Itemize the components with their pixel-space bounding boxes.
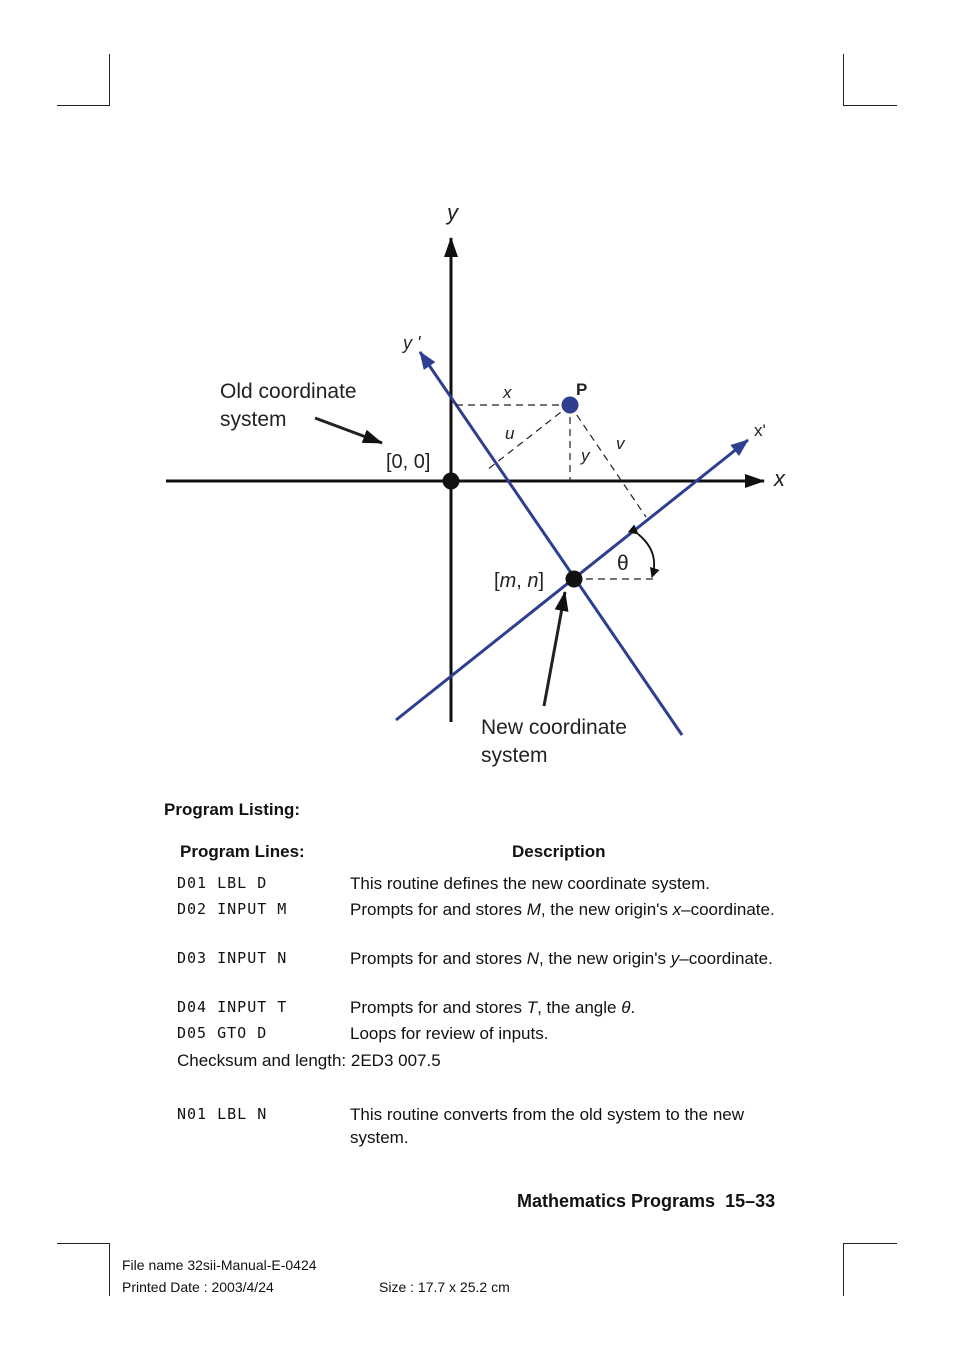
file-name-info: File name 32sii-Manual-E-0424 xyxy=(122,1257,317,1273)
program-line-code: D05 GTO D xyxy=(177,1024,268,1042)
running-footer: Mathematics Programs 15–33 xyxy=(517,1191,776,1211)
crop-mark-bottom-left-vertical xyxy=(109,1243,110,1296)
program-line-description: Loops for review of inputs. xyxy=(350,1024,549,1043)
old-origin-label: [0, 0] xyxy=(386,451,431,473)
segment-x-label: x xyxy=(503,383,512,402)
program-line-description: This routine defines the new coordinate system. xyxy=(350,874,711,893)
program-line-code: D01 LBL D xyxy=(177,874,268,892)
program-line-description: Prompts for and stores M, the new origin's x–coordinate. xyxy=(350,900,775,919)
new-system-caption-line1: New coordinate xyxy=(481,716,627,739)
theta-angle-arc xyxy=(638,534,654,577)
crop-mark-bottom-left-horizontal xyxy=(57,1243,109,1244)
program-line-code: N01 LBL N xyxy=(177,1105,268,1123)
segment-v-label: v xyxy=(616,434,625,453)
column-header-description: Description xyxy=(512,842,606,861)
crop-mark-bottom-right-vertical xyxy=(843,1243,844,1296)
y-prime-axis-label: y ' xyxy=(403,333,421,353)
segment-y-label: y xyxy=(581,446,590,465)
new-system-caption-line2: system xyxy=(481,744,548,767)
program-line-description: Prompts for and stores N, the new origin's y–coordinate. xyxy=(350,949,773,968)
point-p xyxy=(562,397,579,414)
x-axis-label: x xyxy=(774,466,785,491)
new-origin-point xyxy=(566,571,583,588)
y-axis-label: y xyxy=(447,200,458,225)
column-header-program-lines: Program Lines: xyxy=(180,842,305,861)
program-line-code: D02 INPUT M xyxy=(177,900,288,918)
program-listing-title: Program Listing: xyxy=(164,800,301,819)
old-system-caption-line2: system xyxy=(220,408,287,431)
segment-u-label: u xyxy=(505,424,515,443)
dashed-u-segment xyxy=(487,405,570,470)
point-p-label: P xyxy=(576,380,588,399)
size-info: Size : 17.7 x 25.2 cm xyxy=(379,1279,510,1295)
old-origin-point xyxy=(443,473,460,490)
program-line-code: D04 INPUT T xyxy=(177,998,288,1016)
theta-label: θ xyxy=(617,552,629,575)
new-origin-label: [m, n] xyxy=(494,570,545,592)
program-line-description: Prompts for and stores T, the angle θ. xyxy=(350,998,636,1017)
crop-mark-bottom-right-horizontal xyxy=(844,1243,897,1244)
old-system-caption-line1: Old coordinate xyxy=(220,380,357,403)
program-line-code: D03 INPUT N xyxy=(177,949,288,967)
old-system-callout-arrow xyxy=(315,418,382,443)
new-y-prime-axis xyxy=(420,352,682,735)
program-line-description: This routine converts from the old system to the new system. xyxy=(350,1105,745,1147)
printed-date-info: Printed Date : 2003/4/24 xyxy=(122,1279,274,1295)
checksum-line: Checksum and length: 2ED3 007.5 xyxy=(177,1051,441,1070)
x-prime-axis-label: x' xyxy=(754,421,766,440)
new-system-callout-arrow xyxy=(544,592,565,706)
